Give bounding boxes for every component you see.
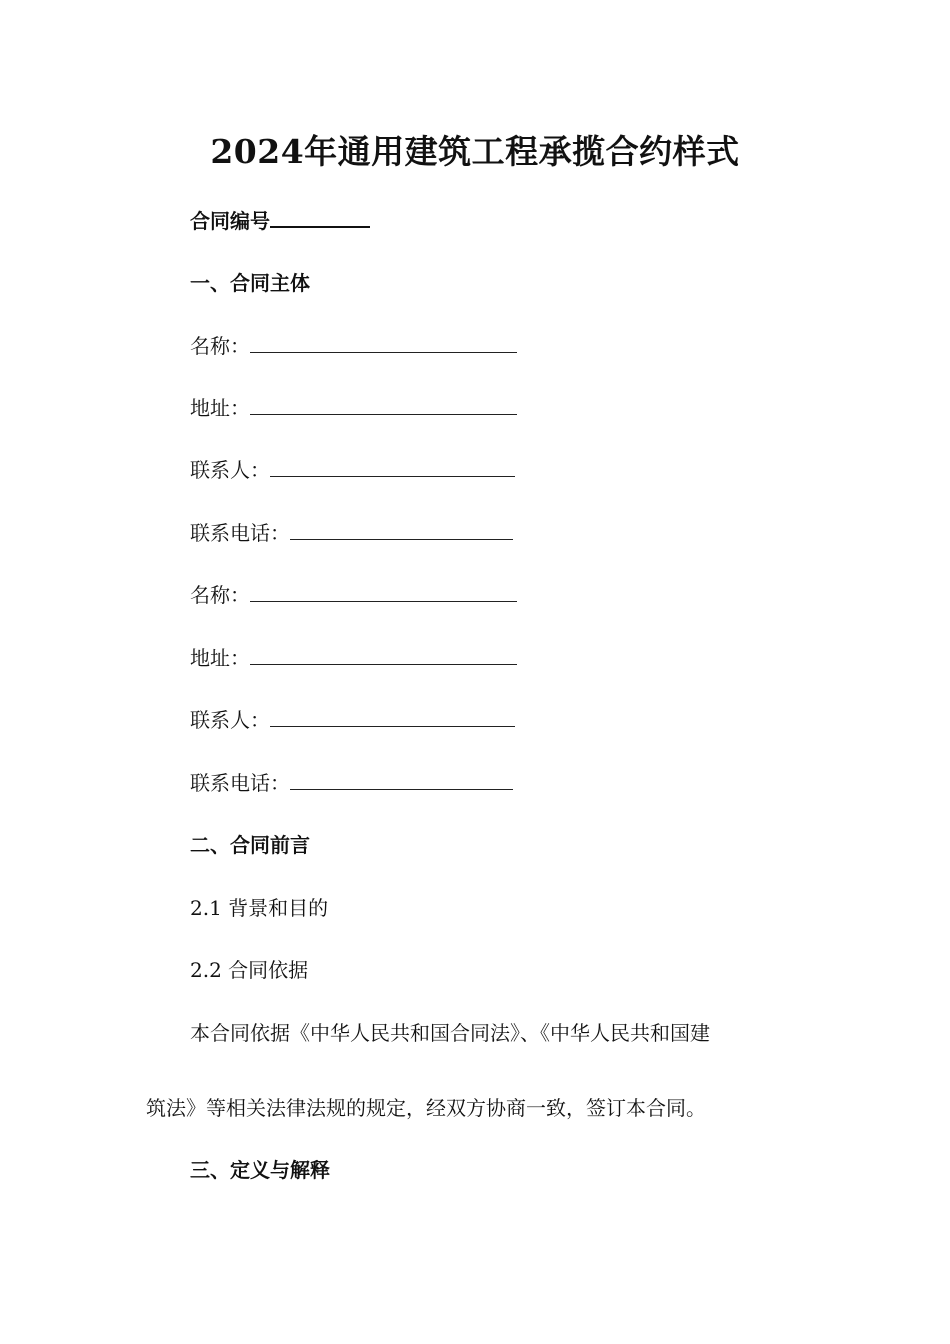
party-b-address-blank[interactable] [250, 644, 517, 665]
party-b-phone-label: 联系电话： [190, 771, 290, 795]
contract-number-blank[interactable] [270, 206, 370, 228]
basis-paragraph-line1: 本合同依据《中华人民共和国合同法》、《中华人民共和国建 [190, 1021, 710, 1045]
party-a-name-blank[interactable] [250, 332, 517, 353]
document-title: 2024年通用建筑工程承揽合约样式 [210, 132, 740, 171]
basis-paragraph-line2: 筑法》等相关法律法规的规定，经双方协商一致，签订本合同。 [146, 1096, 706, 1120]
item-2-1: 2.1 背景和目的 [190, 896, 329, 920]
item-2-2: 2.2 合同依据 [190, 958, 309, 982]
contract-number-row [190, 206, 370, 235]
party-a-address-label: 地址： [190, 396, 250, 420]
party-b-name-row [190, 581, 517, 609]
party-b-contact-row [190, 706, 515, 734]
section2-heading: 二、合同前言 [190, 833, 310, 857]
party-a-phone-label: 联系电话： [190, 521, 290, 545]
party-a-address-blank[interactable] [250, 394, 517, 415]
party-a-address-row [190, 394, 517, 422]
party-b-address-label: 地址： [190, 646, 250, 670]
party-b-phone-row [190, 769, 513, 797]
party-a-phone-blank[interactable] [290, 519, 513, 540]
section1-heading: 一、合同主体 [190, 271, 310, 295]
party-a-name-row [190, 332, 517, 360]
party-b-name-blank[interactable] [250, 581, 517, 602]
party-b-name-label: 名称： [190, 583, 250, 607]
section3-heading: 三、定义与解释 [190, 1158, 330, 1182]
party-a-contact-label: 联系人： [190, 458, 270, 482]
party-a-contact-blank[interactable] [270, 456, 515, 477]
contract-number-label: 合同编号 [190, 209, 270, 233]
party-a-phone-row [190, 519, 513, 547]
party-b-contact-label: 联系人： [190, 708, 270, 732]
party-b-address-row [190, 644, 517, 672]
party-a-name-label: 名称： [190, 334, 250, 358]
party-a-contact-row [190, 456, 515, 484]
party-b-phone-blank[interactable] [290, 769, 513, 790]
party-b-contact-blank[interactable] [270, 706, 515, 727]
